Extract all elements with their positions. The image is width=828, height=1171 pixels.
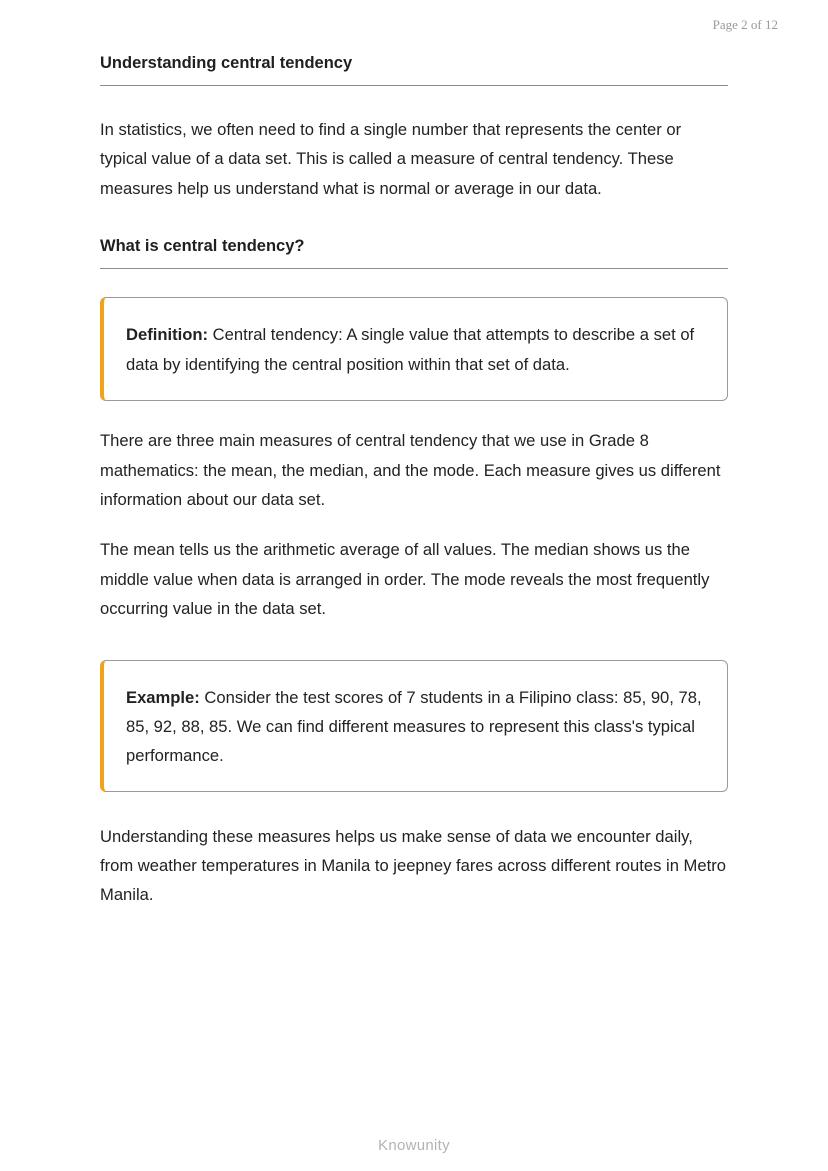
document-content bbox=[100, 0, 728, 910]
explanation-paragraph: The mean tells us the arithmetic average of all values. The median shows us the middle value when data is arranged in order. The mode reveals the most frequently occurring value in the data set. bbox=[100, 540, 710, 619]
footer-brand: Knowunity bbox=[378, 1137, 450, 1154]
page-number: Page 2 of 12 bbox=[712, 17, 778, 32]
definition-callout bbox=[100, 297, 728, 401]
example-callout bbox=[100, 660, 728, 792]
example-text: Consider the test scores of 7 students in a Filipino class: 85, 90, 78, 85, 92, 88, 85. We can find different measures to represent this class's typical performance. bbox=[126, 687, 702, 766]
intro-paragraph: In statistics, we often need to find a single number that represents the center or typical value of a data set. This is called a measure of central tendency. These measures help us understand what is normal or average in our data. bbox=[100, 120, 682, 198]
closing-paragraph: Understanding these measures helps us make sense of data we encounter daily, from weather temperatures in Manila to jeepney fares across different routes in Metro Manila. bbox=[100, 826, 726, 905]
example-label: Example: bbox=[126, 687, 200, 707]
section-heading-main: Understanding central tendency bbox=[100, 54, 728, 86]
definition-label: Definition: bbox=[126, 325, 209, 345]
section-heading-definition: What is central tendency? bbox=[100, 237, 728, 269]
definition-text: Central tendency: A single value that attempts to describe a set of data by identifying the central position within that set of data. bbox=[126, 325, 695, 374]
measures-paragraph: There are three main measures of central tendency that we use in Grade 8 mathematics: the mean, the median, and the mode. Each measure gives us different information about our data set. bbox=[100, 431, 721, 510]
